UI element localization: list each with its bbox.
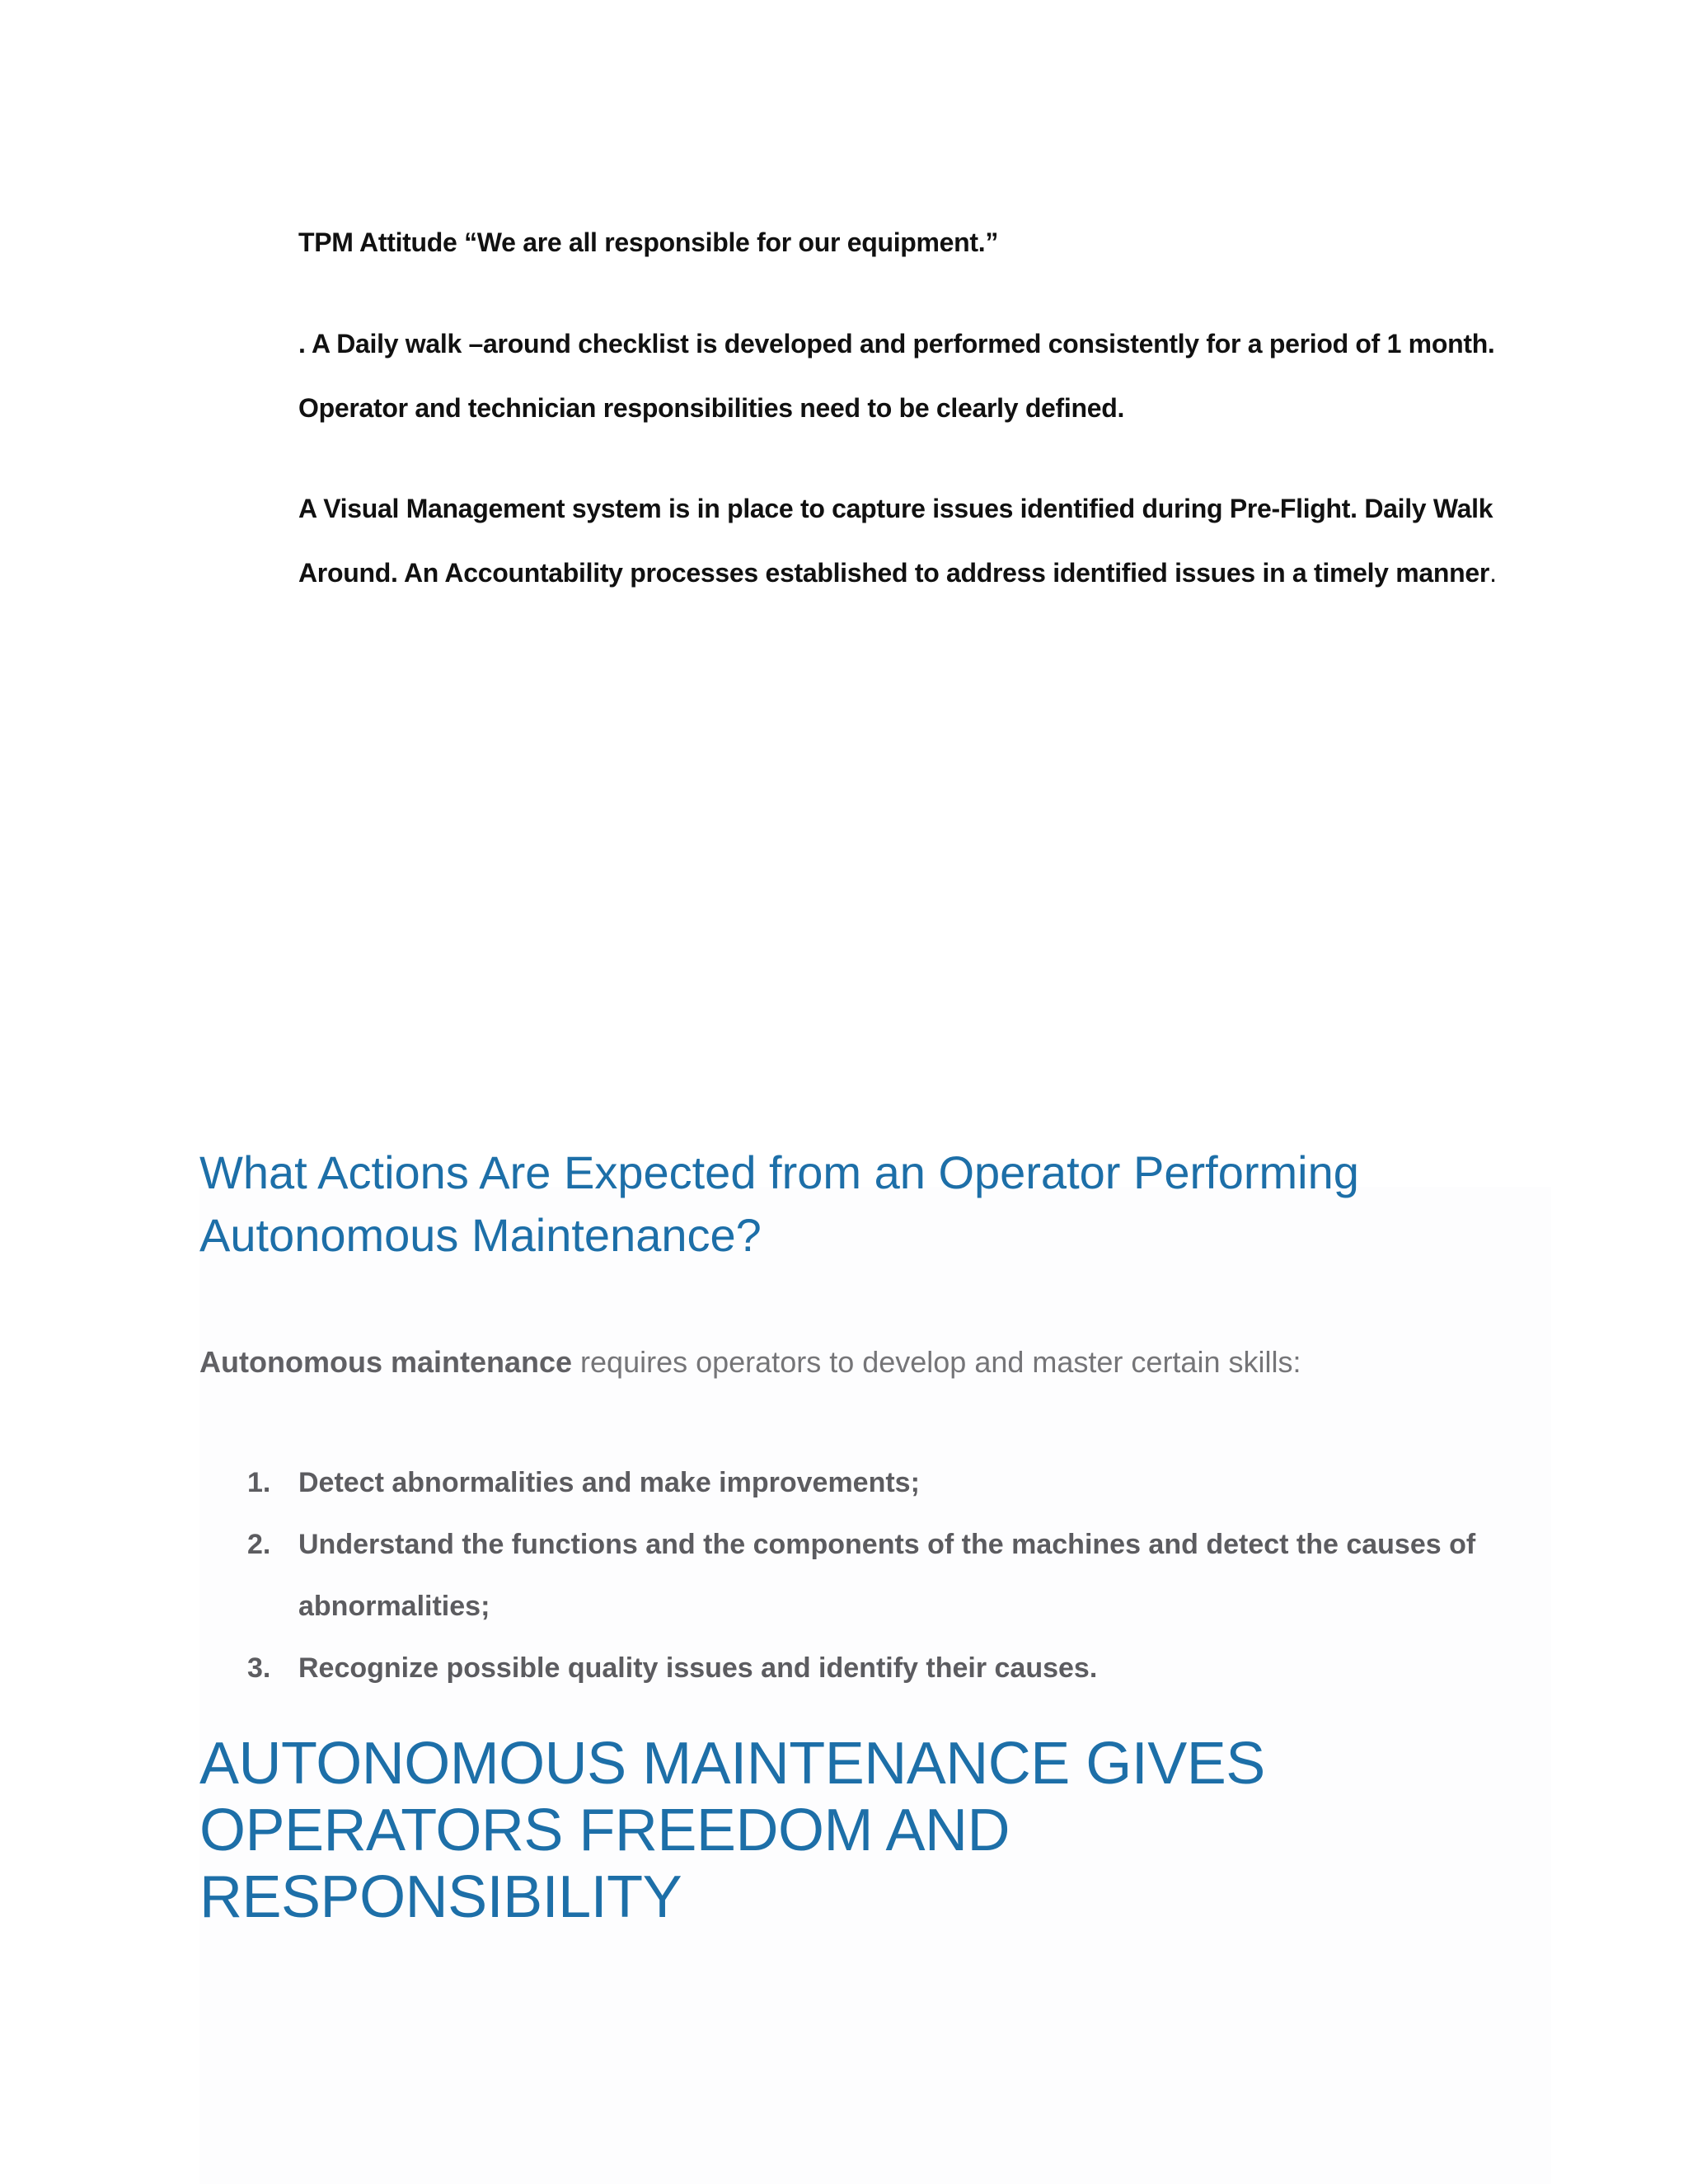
list-item-text: Detect abnormalities and make improvements;	[298, 1467, 920, 1498]
big-heading-line-2: OPERATORS FREEDOM AND	[199, 1797, 1010, 1863]
visual-management-paragraph	[298, 476, 1518, 605]
list-item	[199, 1452, 1518, 1514]
list-item	[199, 1638, 1518, 1699]
intro-paragraph	[199, 1339, 1551, 1385]
section-heading	[199, 1141, 1551, 1267]
intro-rest: requires operators to develop and master certain skills:	[572, 1345, 1301, 1379]
section-heading-line-2: Autonomous Maintenance?	[199, 1209, 762, 1261]
list-item-text: Recognize possible quality issues and identify their causes.	[298, 1652, 1098, 1684]
list-item-number: 1.	[247, 1467, 271, 1498]
section-heading-line-1: What Actions Are Expected from an Operator Performing	[199, 1146, 1359, 1198]
list-item-number: 2.	[247, 1529, 271, 1560]
skills-list	[199, 1452, 1518, 1699]
daily-walk-around-paragraph: . A Daily walk –around checklist is developed and performed consistently for a period of 1 month. Operator and technician responsibilities need to be clearly defined.	[298, 329, 1495, 423]
big-heading	[199, 1731, 1551, 1931]
list-item-text: Understand the functions and the components of the machines and detect the causes of abnormalities;	[298, 1529, 1476, 1622]
visual-management-text: A Visual Management system is in place to capture issues identified during Pre-Flight. Daily Walk Around. An Accountability processes established to address identified issues in a timely manner	[298, 494, 1493, 588]
list-item-number: 3.	[247, 1652, 271, 1684]
big-heading-line-3: RESPONSIBILITY	[199, 1864, 682, 1930]
tpm-attitude-paragraph: TPM Attitude “We are all responsible for our equipment.”	[298, 227, 999, 257]
big-heading-line-1: AUTONOMOUS MAINTENANCE GIVES	[199, 1731, 1265, 1797]
list-item	[199, 1514, 1518, 1638]
intro-bold-term: Autonomous maintenance	[199, 1345, 573, 1379]
visual-management-period: .	[1489, 558, 1497, 588]
